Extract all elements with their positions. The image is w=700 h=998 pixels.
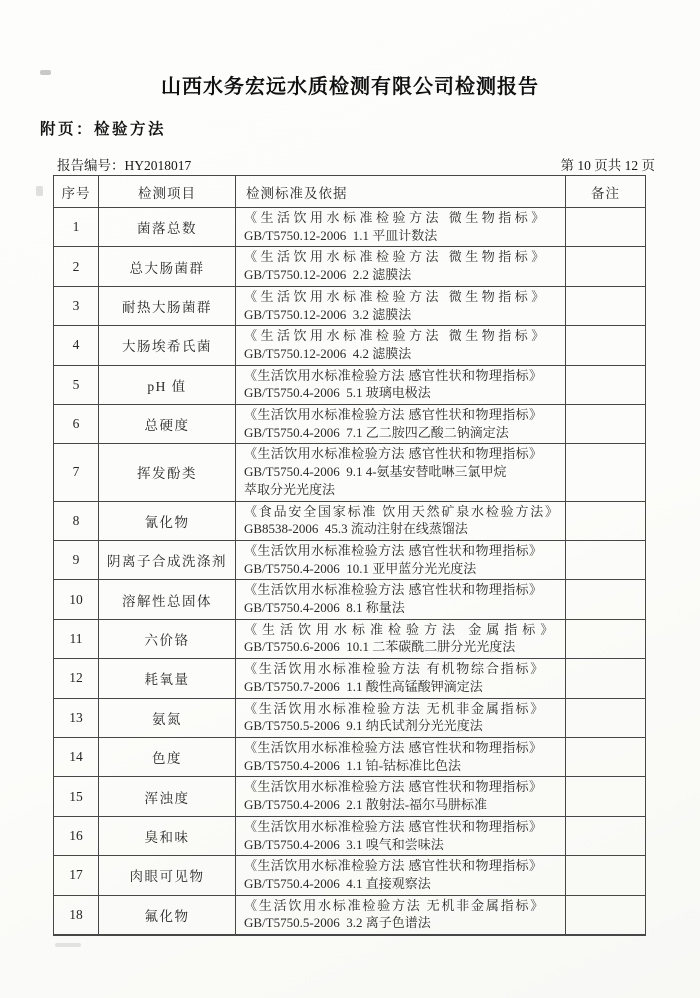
remark-cell xyxy=(566,541,646,580)
page-indicator: 第 10 页共 12 页 xyxy=(560,158,655,173)
standard-line: GB/T5750.4-2006 8.1 称量法 xyxy=(244,600,405,616)
standard-line: 《生活饮用水标准检验方法 感官性状和物理指标》 xyxy=(244,407,543,423)
table-row xyxy=(54,896,646,935)
table-row xyxy=(54,738,646,777)
standard-line: GB/T5750.4-2006 4.1 直接观察法 xyxy=(244,875,431,891)
scan-smudge xyxy=(55,943,81,947)
standard-cell xyxy=(236,287,566,326)
column-header-standard: 检测标准及依据 xyxy=(236,176,566,208)
remark-cell xyxy=(566,738,646,777)
table-row xyxy=(54,541,646,580)
remark-cell xyxy=(566,208,646,247)
methods-table xyxy=(53,175,646,936)
standard-line: 《生活饮用水标准检验方法 金属指标》 xyxy=(244,621,559,637)
table-header-row xyxy=(54,176,646,208)
table-row xyxy=(54,777,646,816)
test-item-cell: 总硬度 xyxy=(99,405,236,444)
table-row xyxy=(54,247,646,286)
standard-cell xyxy=(236,405,566,444)
standard-line: GB/T5750.4-2006 1.1 铂-钴标准比色法 xyxy=(244,757,462,773)
table-row xyxy=(54,444,646,501)
standard-line: GB/T5750.4-2006 5.1 玻璃电极法 xyxy=(244,385,431,401)
remark-cell xyxy=(566,856,646,895)
test-item-cell: 氟化物 xyxy=(99,896,236,935)
test-item-cell: 氨氮 xyxy=(99,699,236,738)
standard-line: GB8538-2006 45.3 流动注射在线蒸馏法 xyxy=(244,521,468,537)
standard-line: 《生活饮用水标准检验方法 感官性状和物理指标》 xyxy=(244,779,543,795)
row-number-cell: 6 xyxy=(54,405,99,444)
test-item-cell: pH 值 xyxy=(99,366,236,405)
test-item-cell: 阴离子合成洗涤剂 xyxy=(99,541,236,580)
standard-line: 《生活饮用水标准检验方法 感官性状和物理指标》 xyxy=(244,582,543,598)
table-row xyxy=(54,659,646,698)
standard-cell xyxy=(236,817,566,856)
standard-line: 《食品安全国家标准 饮用天然矿泉水检验方法》 xyxy=(244,503,560,519)
row-number-cell: 17 xyxy=(54,856,99,895)
table-row xyxy=(54,366,646,405)
row-number-cell: 12 xyxy=(54,659,99,698)
standard-line: 《生活饮用水标准检验方法 微生物指标》 xyxy=(244,210,548,225)
remark-cell xyxy=(566,620,646,659)
row-number-cell: 3 xyxy=(54,287,99,326)
standard-line: 《生活饮用水标准检验方法 感官性状和物理指标》 xyxy=(244,818,543,834)
row-number-cell: 5 xyxy=(54,366,99,405)
standard-cell xyxy=(236,366,566,405)
remark-cell xyxy=(566,366,646,405)
remark-cell xyxy=(566,580,646,619)
table-row xyxy=(54,405,646,444)
test-item-cell: 耗氧量 xyxy=(99,659,236,698)
standard-cell xyxy=(236,856,566,895)
remark-cell xyxy=(566,502,646,541)
test-item-cell: 肉眼可见物 xyxy=(99,856,236,895)
table-row xyxy=(54,326,646,365)
table-row xyxy=(54,208,646,247)
standard-line: GB/T5750.12-2006 4.2 滤膜法 xyxy=(244,345,412,361)
standard-cell xyxy=(236,777,566,816)
standard-cell xyxy=(236,247,566,286)
table-body xyxy=(54,208,646,935)
row-number-cell: 1 xyxy=(54,208,99,247)
row-number-cell: 7 xyxy=(54,444,99,501)
row-number-cell: 4 xyxy=(54,326,99,365)
standard-cell xyxy=(236,444,566,501)
test-item-cell: 挥发酚类 xyxy=(99,444,236,501)
standard-line: 《生活饮用水标准检验方法 微生物指标》 xyxy=(244,288,548,304)
standard-line: 萃取分光光度法 xyxy=(244,481,336,497)
standard-line: 《生活饮用水标准检验方法 感官性状和物理指标》 xyxy=(244,542,543,558)
table-row xyxy=(54,502,646,541)
row-number-cell: 10 xyxy=(54,580,99,619)
report-number: 报告编号：HY2018017 xyxy=(57,158,192,173)
standard-cell xyxy=(236,738,566,777)
standard-cell xyxy=(236,896,566,935)
standard-line: GB/T5750.4-2006 7.1 乙二胺四乙酸二钠滴定法 xyxy=(244,424,509,440)
test-item-cell: 色度 xyxy=(99,738,236,777)
test-item-cell: 浑浊度 xyxy=(99,777,236,816)
row-number-cell: 2 xyxy=(54,247,99,286)
test-item-cell: 溶解性总固体 xyxy=(99,580,236,619)
table-row xyxy=(54,580,646,619)
standard-line: 《生活饮用水标准检验方法 有机物综合指标》 xyxy=(244,661,546,677)
column-header-no: 序号 xyxy=(54,176,99,208)
report-meta-row xyxy=(57,154,655,174)
row-number-cell: 15 xyxy=(54,777,99,816)
row-number-cell: 11 xyxy=(54,620,99,659)
standard-cell xyxy=(236,620,566,659)
standard-line: GB/T5750.4-2006 3.1 嗅气和尝味法 xyxy=(244,836,444,852)
standard-line: 《生活饮用水标准检验方法 无机非金属指标》 xyxy=(244,700,546,716)
column-header-remark: 备注 xyxy=(566,176,646,208)
test-item-cell: 总大肠菌群 xyxy=(99,247,236,286)
standard-line: GB/T5750.4-2006 9.1 4-氨基安替吡啉三氯甲烷 xyxy=(244,464,507,480)
standard-line: 《生活饮用水标准检验方法 感官性状和物理指标》 xyxy=(244,858,543,874)
test-item-cell: 氰化物 xyxy=(99,502,236,541)
standard-cell xyxy=(236,699,566,738)
row-number-cell: 14 xyxy=(54,738,99,777)
test-item-cell: 菌落总数 xyxy=(99,208,236,247)
standard-cell xyxy=(236,541,566,580)
standard-line: GB/T5750.5-2006 9.1 纳氏试剂分光光度法 xyxy=(244,718,483,734)
attachment-label: 附页：检验方法 xyxy=(40,121,167,138)
page-title: 山西水务宏远水质检测有限公司检测报告 xyxy=(161,76,539,98)
test-item-cell: 臭和味 xyxy=(99,817,236,856)
standard-line: 《生活饮用水标准检验方法 微生物指标》 xyxy=(244,249,548,265)
test-item-cell: 大肠埃希氏菌 xyxy=(99,326,236,365)
standard-line: GB/T5750.5-2006 3.2 离子色谱法 xyxy=(244,915,431,931)
table-row xyxy=(54,856,646,895)
row-number-cell: 16 xyxy=(54,817,99,856)
remark-cell xyxy=(566,326,646,365)
standard-cell xyxy=(236,208,566,247)
standard-line: 《生活饮用水标准检验方法 微生物指标》 xyxy=(244,328,548,344)
remark-cell xyxy=(566,405,646,444)
standard-line: 《生活饮用水标准检验方法 感官性状和物理指标》 xyxy=(244,367,543,383)
standard-line: GB/T5750.4-2006 2.1 散射法-福尔马肼标准 xyxy=(244,797,488,813)
standard-cell xyxy=(236,502,566,541)
remark-cell xyxy=(566,777,646,816)
remark-cell xyxy=(566,659,646,698)
remark-cell xyxy=(566,699,646,738)
standard-cell xyxy=(236,326,566,365)
standard-line: GB/T5750.12-2006 3.2 滤膜法 xyxy=(244,306,412,322)
remark-cell xyxy=(566,896,646,935)
table-row xyxy=(54,287,646,326)
table-row xyxy=(54,817,646,856)
standard-cell xyxy=(236,659,566,698)
standard-line: GB/T5750.12-2006 2.2 滤膜法 xyxy=(244,267,412,283)
row-number-cell: 13 xyxy=(54,699,99,738)
standard-line: GB/T5750.6-2006 10.1 二苯碳酰二肼分光光度法 xyxy=(244,639,516,655)
standard-line: GB/T5750.4-2006 10.1 亚甲蓝分光光度法 xyxy=(244,560,477,576)
test-item-cell: 耐热大肠菌群 xyxy=(99,287,236,326)
remark-cell xyxy=(566,817,646,856)
standard-line: 《生活饮用水标准检验方法 感官性状和物理指标》 xyxy=(244,739,543,755)
standard-line: GB/T5750.12-2006 1.1 平皿计数法 xyxy=(244,227,438,243)
standard-line: 《生活饮用水标准检验方法 感官性状和物理指标》 xyxy=(244,446,543,462)
remark-cell xyxy=(566,247,646,286)
scan-smudge xyxy=(36,186,43,196)
test-item-cell: 六价铬 xyxy=(99,620,236,659)
table-row xyxy=(54,620,646,659)
standard-cell xyxy=(236,580,566,619)
remark-cell xyxy=(566,287,646,326)
table-row xyxy=(54,699,646,738)
row-number-cell: 8 xyxy=(54,502,99,541)
remark-cell xyxy=(566,444,646,501)
row-number-cell: 9 xyxy=(54,541,99,580)
row-number-cell: 18 xyxy=(54,896,99,935)
standard-line: 《生活饮用水标准检验方法 无机非金属指标》 xyxy=(244,897,546,913)
column-header-item: 检测项目 xyxy=(99,176,236,208)
standard-line: GB/T5750.7-2006 1.1 酸性高锰酸钾滴定法 xyxy=(244,678,483,694)
scan-smudge xyxy=(40,70,51,75)
